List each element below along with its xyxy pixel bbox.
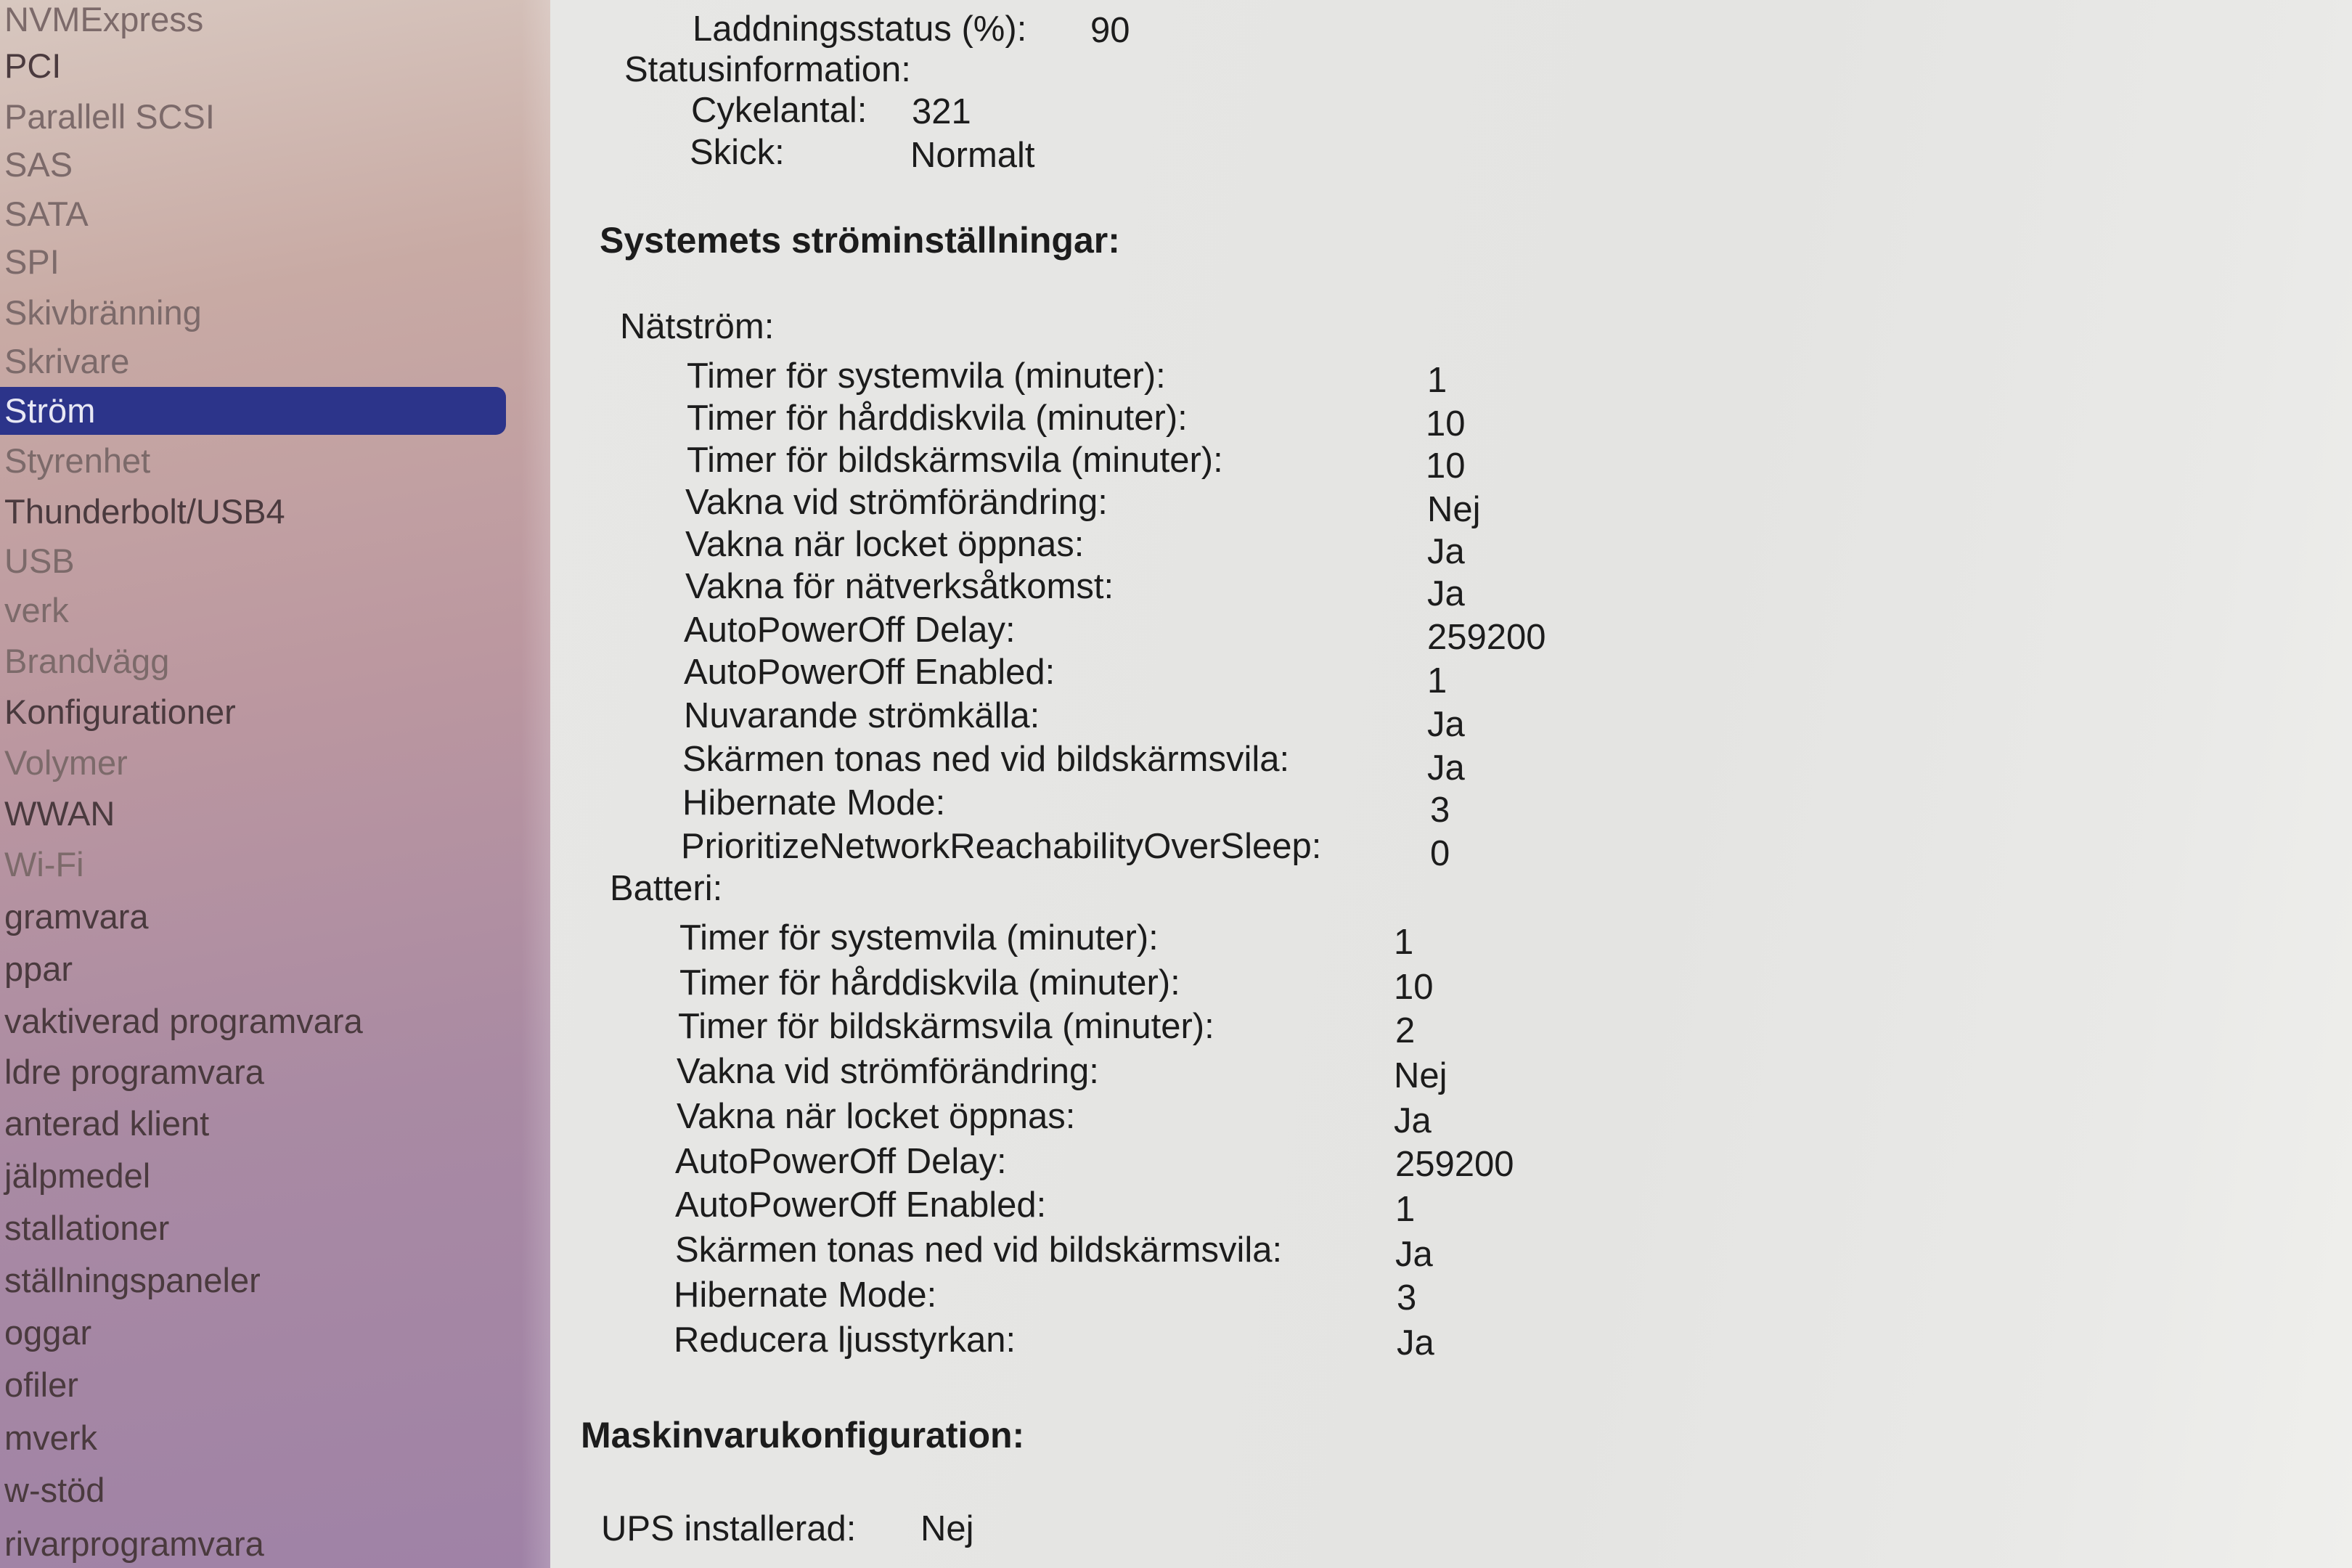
sidebar-item-wwan[interactable]: WWAN <box>4 794 115 833</box>
ac-row-value: Ja <box>1427 532 1465 571</box>
ac-row-value: 259200 <box>1427 618 1546 657</box>
battery-heading: Batteri: <box>610 869 723 908</box>
ac-row-value: 1 <box>1427 661 1447 701</box>
sidebar-item-raw-stod[interactable]: w-stöd <box>4 1471 105 1509</box>
battery-row-label: Vakna vid strömförändring: <box>677 1052 1099 1091</box>
ups-installed-value: Nej <box>920 1509 974 1548</box>
sidebar-item-appar[interactable]: ppar <box>4 950 73 988</box>
sidebar-item-pci[interactable]: PCI <box>4 46 62 85</box>
sidebar-item-natverk[interactable]: verk <box>4 591 69 629</box>
battery-row-value: 3 <box>1397 1278 1417 1318</box>
ac-row-label: Vakna när locket öppnas: <box>685 525 1085 564</box>
sidebar-item-skivbranning[interactable]: Skivbränning <box>4 293 202 332</box>
sidebar-item-ramverk[interactable]: mverk <box>4 1418 97 1457</box>
ac-row-label: Vakna vid strömförändring: <box>685 483 1108 522</box>
ac-row-label: Timer för bildskärmsvila (minuter): <box>687 441 1223 480</box>
ac-row-value: 3 <box>1430 791 1450 830</box>
ac-row-label: Timer för systemvila (minuter): <box>687 356 1166 396</box>
sidebar-item-sas[interactable]: SAS <box>4 145 73 184</box>
battery-row-value: 1 <box>1395 1190 1416 1229</box>
ac-row-label: Timer för hårddiskvila (minuter): <box>687 399 1188 438</box>
ac-row-label: Vakna för nätverksåtkomst: <box>685 567 1114 606</box>
battery-row-label: Timer för hårddiskvila (minuter): <box>679 963 1180 1003</box>
sidebar-item-inaktiverad-programvara[interactable]: vaktiverad programvara <box>4 1002 363 1040</box>
charge-label: Laddningsstatus (%): <box>693 9 1027 49</box>
condition-label: Skick: <box>690 133 785 172</box>
status-info-heading: Statusinformation: <box>624 50 911 89</box>
battery-row-label: Hibernate Mode: <box>674 1275 937 1315</box>
ac-row-label: PrioritizeNetworkReachabilityOverSleep: <box>681 827 1322 866</box>
sidebar-item-wifi[interactable]: Wi-Fi <box>4 845 84 883</box>
battery-row-value: Nej <box>1394 1056 1447 1095</box>
ac-row-label: Nuvarande strömkälla: <box>684 696 1040 735</box>
battery-row-value: Ja <box>1394 1101 1432 1140</box>
sidebar-item-programvara[interactable]: gramvara <box>4 897 149 936</box>
battery-row-value: 259200 <box>1395 1145 1514 1184</box>
sidebar-item-sata[interactable]: SATA <box>4 195 89 233</box>
sidebar-item-aldre-programvara[interactable]: ldre programvara <box>4 1053 264 1091</box>
hardware-config-heading: Maskinvarukonfiguration: <box>581 1415 1025 1455</box>
sidebar-item-usb[interactable]: USB <box>4 542 75 580</box>
ac-row-value: 0 <box>1430 834 1450 873</box>
ac-row-value: Ja <box>1427 705 1465 744</box>
sidebar-item-konfigurationer[interactable]: Konfigurationer <box>4 693 236 731</box>
sidebar-item-parallell-scsi[interactable]: Parallell SCSI <box>4 97 215 136</box>
battery-row-label: Vakna när locket öppnas: <box>677 1097 1076 1136</box>
sidebar-item-nvmexpress[interactable]: NVMExpress <box>4 0 204 38</box>
ac-row-value: Nej <box>1427 490 1481 529</box>
sidebar-item-volymer[interactable]: Volymer <box>4 743 128 782</box>
battery-row-value: 10 <box>1394 968 1434 1007</box>
ac-row-value: Ja <box>1427 748 1465 788</box>
sidebar-item-strom[interactable]: Ström <box>0 387 506 435</box>
battery-row-label: Timer för systemvila (minuter): <box>679 918 1159 957</box>
sidebar-item-brandvagg[interactable]: Brandvägg <box>4 642 170 680</box>
battery-row-value: Ja <box>1397 1323 1434 1363</box>
ac-row-value: Ja <box>1427 574 1465 613</box>
ac-row-label: AutoPowerOff Delay: <box>684 611 1016 650</box>
battery-row-value: Ja <box>1395 1235 1433 1274</box>
ac-power-heading: Nätström: <box>620 307 775 346</box>
ac-row-value: 10 <box>1426 404 1466 444</box>
battery-row-value: 2 <box>1395 1011 1416 1050</box>
sidebar-item-profiler[interactable]: ofiler <box>4 1365 78 1404</box>
sidebar-item-spi[interactable]: SPI <box>4 242 60 281</box>
battery-row-label: AutoPowerOff Delay: <box>675 1142 1007 1181</box>
ac-row-value: 10 <box>1426 446 1466 486</box>
sidebar-item-loggar[interactable]: oggar <box>4 1313 92 1352</box>
sidebar-item-installationer[interactable]: stallationer <box>4 1209 170 1247</box>
ac-row-label: AutoPowerOff Enabled: <box>684 653 1055 692</box>
power-settings-heading: Systemets ströminställningar: <box>600 220 1120 261</box>
ac-row-label: Hibernate Mode: <box>682 783 946 822</box>
battery-row-label: Timer för bildskärmsvila (minuter): <box>678 1007 1214 1046</box>
detail-pane <box>550 0 2352 1568</box>
cycle-count-label: Cykelantal: <box>691 91 867 130</box>
ac-row-value: 1 <box>1427 361 1447 400</box>
sidebar-item-skrivare[interactable]: Skrivare <box>4 342 130 380</box>
cycle-count-value: 321 <box>912 92 971 131</box>
sidebar-item-hanterad-klient[interactable]: anterad klient <box>4 1104 210 1143</box>
ups-installed-label: UPS installerad: <box>601 1509 857 1548</box>
battery-row-value: 1 <box>1394 923 1414 962</box>
sidebar-item-styrenhet[interactable]: Styrenhet <box>4 441 151 480</box>
sidebar-item-hjalpmedel[interactable]: jälpmedel <box>4 1156 151 1195</box>
sidebar-item-thunderbolt-usb4[interactable]: Thunderbolt/USB4 <box>4 492 285 531</box>
battery-row-label: Skärmen tonas ned vid bildskärmsvila: <box>675 1230 1283 1270</box>
battery-row-label: AutoPowerOff Enabled: <box>675 1185 1047 1225</box>
charge-value: 90 <box>1090 11 1130 50</box>
ac-row-label: Skärmen tonas ned vid bildskärmsvila: <box>682 740 1290 779</box>
sidebar-item-drivarprogramvara[interactable]: rivarprogramvara <box>4 1524 264 1563</box>
sidebar-item-installningspaneler[interactable]: ställningspaneler <box>4 1261 261 1299</box>
sidebar <box>0 0 550 1568</box>
condition-value: Normalt <box>910 136 1035 175</box>
battery-row-label: Reducera ljusstyrkan: <box>674 1320 1016 1360</box>
